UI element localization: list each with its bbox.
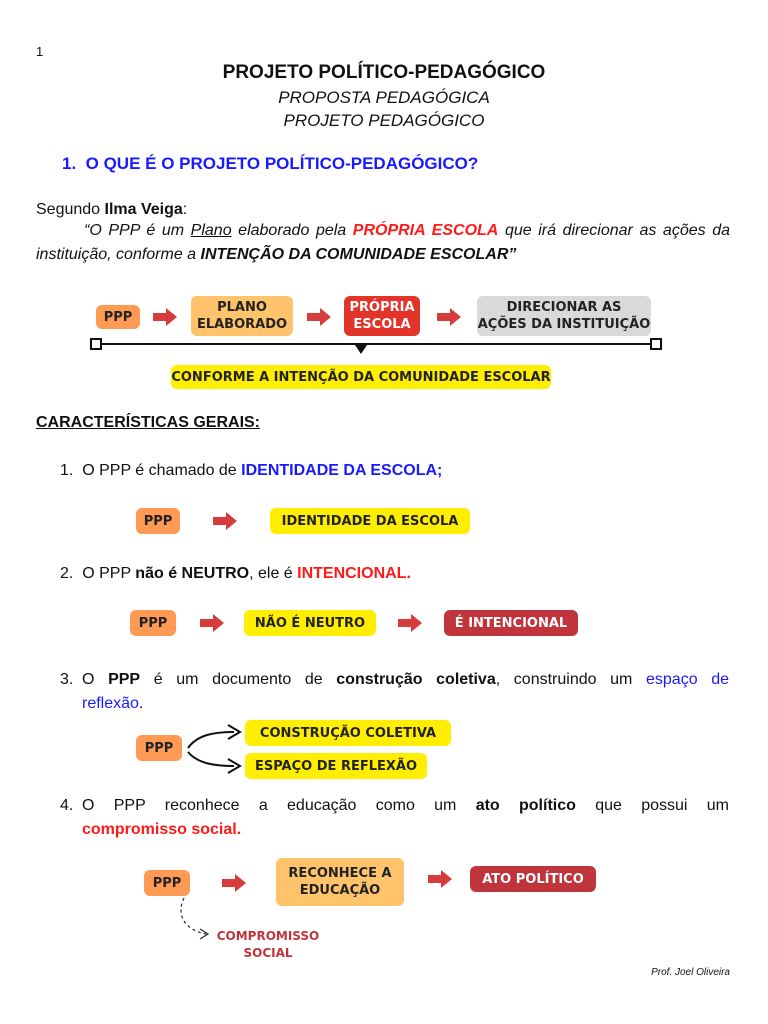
- item-bold: PPP: [108, 671, 141, 688]
- page-title: PROJETO POLÍTICO-PEDAGÓGICO: [222, 62, 546, 83]
- arrow-icon: [428, 870, 452, 888]
- author-name: Ilma Veiga: [104, 201, 183, 218]
- item-text: O PPP: [82, 565, 136, 582]
- item-highlight: compromisso social.: [82, 821, 242, 838]
- pill-line: EDUCAÇÃO: [299, 883, 381, 898]
- item-highlight: INTENCIONAL.: [297, 565, 411, 582]
- ppp-pill: PPP: [136, 735, 182, 761]
- item-bold: construção coletiva: [336, 671, 496, 688]
- note-line: COMPROMISSO: [216, 929, 320, 943]
- arrow-icon: [437, 308, 461, 326]
- compromisso-social-note: [212, 928, 324, 962]
- arrow-icon: [153, 308, 177, 326]
- intro-suffix: :: [182, 201, 188, 218]
- conforme-intencao-pill: CONFORME A INTENÇÃO DA COMUNIDADE ESCOLAR: [171, 365, 551, 389]
- list-number: 4.: [60, 797, 74, 814]
- caracteristicas-heading: CARACTERÍSTICAS GERAIS:: [36, 414, 261, 431]
- plano-elaborado-pill: [191, 296, 293, 336]
- arrow-icon: [213, 512, 237, 530]
- list-number: 1.: [60, 462, 74, 479]
- timeline-bar: [88, 336, 664, 358]
- intencional-pill: É INTENCIONAL: [444, 610, 578, 636]
- propria-escola-pill: [344, 296, 420, 336]
- pill-line: ELABORADO: [196, 317, 288, 332]
- direcionar-acoes-pill: [477, 296, 651, 336]
- pill-line: PLANO: [217, 300, 267, 315]
- arrow-icon: [222, 874, 246, 892]
- item-text: O PPP reconhece a educação como um: [82, 797, 476, 814]
- item-highlight: IDENTIDADE DA ESCOLA;: [241, 462, 443, 479]
- arrow-icon: [200, 614, 224, 632]
- section-title: O QUE É O PROJETO POLÍTICO-PEDAGÓGICO?: [85, 154, 479, 173]
- list-item: 3. O PPP é um documento de construção coletiva, construindo um espaço de reflexão.: [60, 668, 730, 716]
- reconhece-educacao-pill: [276, 858, 404, 906]
- item-text: , construindo um: [495, 671, 646, 688]
- list-item: [60, 565, 411, 583]
- quote-plano: Plano: [190, 222, 232, 239]
- ato-politico-pill: ATO POLÍTICO: [470, 866, 596, 892]
- ppp-pill: PPP: [136, 508, 180, 534]
- intro-prefix: Segundo: [36, 201, 105, 218]
- list-item: [60, 794, 730, 842]
- footer-author: Prof. Joel Oliveira: [651, 967, 730, 978]
- section-heading-1: [62, 154, 478, 174]
- quote-propria-escola: PRÓPRIA ESCOLA: [352, 222, 499, 239]
- ppp-pill: PPP: [130, 610, 176, 636]
- item-text: O: [82, 671, 109, 688]
- pill-line: AÇÕES DA INSTITUIÇÃO: [477, 317, 651, 332]
- dashed-arrow-icon: [172, 896, 216, 944]
- item-bold: ato político: [475, 797, 576, 814]
- list-number: 2.: [60, 565, 74, 582]
- pill-line: ESCOLA: [353, 317, 411, 332]
- quote-part: que irá direcionar as ações da instituição, conforme a: [36, 222, 731, 263]
- list-number: 3.: [60, 671, 74, 688]
- note-line: SOCIAL: [243, 946, 293, 960]
- item-bold: não é NEUTRO: [135, 565, 250, 582]
- arrow-icon: [398, 614, 422, 632]
- branch-arrows-icon: [184, 720, 244, 780]
- item-text: que possui um: [575, 797, 730, 814]
- nao-neutro-pill: NÃO É NEUTRO: [244, 610, 376, 636]
- item-text: é um documento de: [140, 671, 337, 688]
- subtitle-projeto: PROJETO PEDAGÓGICO: [283, 111, 485, 130]
- item-continuation: reflexão.: [82, 695, 144, 712]
- section-number: 1.: [62, 154, 77, 173]
- pill-line: DIRECIONAR AS: [506, 300, 622, 315]
- pill-line: PRÓPRIA: [349, 300, 415, 315]
- arrow-icon: [307, 308, 331, 326]
- subtitle-proposta: PROPOSTA PEDAGÓGICA: [278, 88, 490, 107]
- quote-paragraph: [36, 219, 730, 267]
- identidade-pill: IDENTIDADE DA ESCOLA: [270, 508, 470, 534]
- page-number: 1: [36, 44, 44, 59]
- quote-part: “O PPP é um: [84, 222, 191, 239]
- pill-line: RECONHECE A: [288, 866, 392, 881]
- espaco-reflexao-pill: ESPAÇO DE REFLEXÃO: [245, 753, 427, 779]
- item-text: O PPP é chamado de: [82, 462, 242, 479]
- ppp-pill: PPP: [144, 870, 190, 896]
- quote-intencao: INTENÇÃO DA COMUNIDADE ESCOLAR”: [200, 246, 517, 263]
- list-item: [60, 462, 442, 480]
- quote-part: elaborado pela: [231, 222, 353, 239]
- item-text: , ele é: [249, 565, 298, 582]
- construcao-coletiva-pill: CONSTRUÇÃO COLETIVA: [245, 720, 451, 746]
- ppp-pill: PPP: [96, 305, 140, 329]
